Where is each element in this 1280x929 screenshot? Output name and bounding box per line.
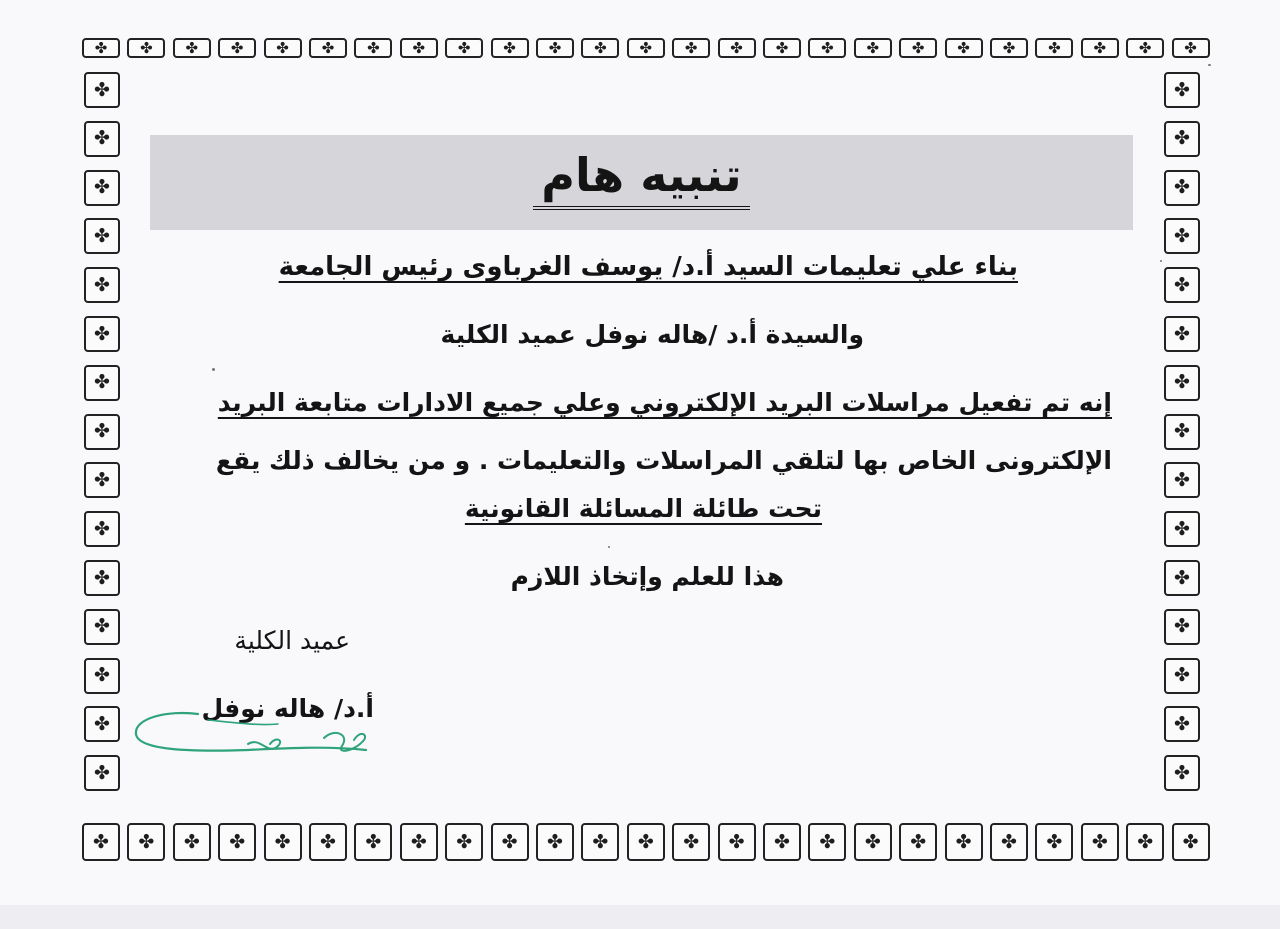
clover-ornament-icon: ✤ [503,38,516,57]
border-tile [1164,706,1200,742]
clover-ornament-icon: ✤ [1174,127,1190,150]
border-tile [808,38,846,58]
clover-ornament-icon: ✤ [1174,615,1190,638]
border-tile [309,38,347,58]
clover-ornament-icon: ✤ [183,830,200,853]
border-tile [84,72,120,108]
clover-ornament-icon: ✤ [94,664,110,687]
scan-speck [608,546,610,548]
border-tile [218,38,256,58]
clover-ornament-icon: ✤ [94,712,110,735]
clover-ornament-icon: ✤ [457,38,471,57]
clover-ornament-icon: ✤ [1174,176,1190,199]
border-tile [264,823,302,861]
clover-ornament-icon: ✤ [957,38,970,57]
signoff-title: عميد الكلية [234,626,350,655]
border-tile [1164,365,1200,401]
border-tile [84,414,120,450]
notice-title: تنبيه هام [150,148,1133,202]
border-tile [127,38,165,58]
border-tile [84,706,120,742]
clover-ornament-icon: ✤ [1174,273,1190,296]
clover-ornament-icon: ✤ [276,38,289,57]
border-tile [127,823,165,861]
notice-line-legal: تحت طائلة المسائلة القانونية [464,494,822,523]
clover-ornament-icon: ✤ [864,830,881,853]
border-tile [718,823,756,861]
clover-ornament-icon: ✤ [1174,517,1190,540]
border-tile [84,365,120,401]
border-tile [945,38,983,58]
clover-ornament-icon: ✤ [1174,664,1190,687]
clover-ornament-icon: ✤ [94,78,110,101]
clover-ornament-icon: ✤ [140,38,153,57]
notice-line-followup: الإلكترونى الخاص بها لتلقي المراسلات والتعليمات . و من يخالف ذلك يقع [215,446,1112,475]
clover-ornament-icon: ✤ [1046,830,1063,853]
border-tile [899,823,937,861]
border-tile [536,38,574,58]
clover-ornament-icon: ✤ [592,830,609,853]
clover-ornament-icon: ✤ [94,761,110,784]
border-tile [264,38,302,58]
border-tile [899,38,937,58]
border-tile [1164,218,1200,254]
border-tile [536,823,574,861]
clover-ornament-icon: ✤ [1091,830,1108,853]
border-tile [627,38,665,58]
clover-ornament-icon: ✤ [94,224,110,247]
clover-ornament-icon: ✤ [230,38,244,57]
border-tile [84,316,120,352]
clover-ornament-icon: ✤ [547,830,563,853]
border-tile [1164,121,1200,157]
scan-speck [1160,260,1162,262]
notice-line-closing: هذا للعلم وإتخاذ اللازم [510,562,784,591]
clover-ornament-icon: ✤ [93,830,109,853]
clover-ornament-icon: ✤ [185,38,199,57]
border-tile [763,38,801,58]
clover-ornament-icon: ✤ [1174,224,1190,247]
border-tile [1164,316,1200,352]
clover-ornament-icon: ✤ [1138,38,1152,57]
clover-ornament-icon: ✤ [94,127,110,150]
clover-ornament-icon: ✤ [821,38,834,57]
border-tile [400,38,438,58]
clover-ornament-icon: ✤ [1048,38,1061,57]
signoff-name: أ.د/ هاله نوفل [201,694,374,723]
clover-ornament-icon: ✤ [501,830,518,853]
border-tile [84,462,120,498]
border-tile [1126,823,1164,861]
border-tile [763,823,801,861]
clover-ornament-icon: ✤ [94,517,110,540]
border-tile [84,560,120,596]
border-tile [1126,38,1164,58]
border-tile [173,38,211,58]
notice-line-activation: إنه تم تفعيل مراسلات البريد الإلكتروني وعلي جميع الادارات متابعة البريد [217,388,1112,417]
scan-bottom-edge [0,905,1280,929]
clover-ornament-icon: ✤ [866,38,880,57]
border-tile [82,823,120,861]
border-tile [309,823,347,861]
border-tile [84,170,120,206]
border-tile [627,823,665,861]
border-tile [1164,462,1200,498]
border-tile [1164,414,1200,450]
clover-ornament-icon: ✤ [94,322,110,345]
clover-ornament-icon: ✤ [1174,761,1190,784]
border-tile [990,38,1028,58]
scan-speck [1208,64,1211,66]
border-tile [1164,72,1200,108]
border-tile [354,38,392,58]
border-tile [84,121,120,157]
clover-ornament-icon: ✤ [94,176,110,199]
clover-ornament-icon: ✤ [1093,38,1107,57]
border-tile [1164,267,1200,303]
border-tile [173,823,211,861]
border-tile [84,658,120,694]
border-tile [1164,755,1200,791]
border-tile [82,38,120,58]
border-tile [1164,609,1200,645]
border-tile [1172,38,1210,58]
clover-ornament-icon: ✤ [910,830,927,853]
border-tile [808,823,846,861]
clover-ornament-icon: ✤ [1137,830,1154,853]
clover-ornament-icon: ✤ [412,38,426,57]
clover-ornament-icon: ✤ [774,830,790,853]
border-tile [1081,38,1119,58]
border-tile [672,823,710,861]
notice-line-dean: والسيدة أ.د /هاله نوفل عميد الكلية [440,320,864,349]
border-tile [1035,823,1073,861]
clover-ornament-icon: ✤ [94,566,110,589]
clover-ornament-icon: ✤ [683,830,700,853]
clover-ornament-icon: ✤ [94,468,110,491]
border-tile [218,823,256,861]
clover-ornament-icon: ✤ [1002,38,1016,57]
clover-ornament-icon: ✤ [1184,38,1197,57]
border-tile [84,755,120,791]
border-tile [354,823,392,861]
border-tile [1164,511,1200,547]
border-tile [854,823,892,861]
scan-speck [212,368,215,371]
border-tile [1164,658,1200,694]
clover-ornament-icon: ✤ [955,830,972,853]
clover-ornament-icon: ✤ [639,38,653,57]
clover-ornament-icon: ✤ [321,38,335,57]
border-tile [945,823,983,861]
border-tile [854,38,892,58]
clover-ornament-icon: ✤ [819,830,836,853]
border-tile [1164,560,1200,596]
clover-ornament-icon: ✤ [456,830,473,853]
clover-ornament-icon: ✤ [1174,322,1190,345]
clover-ornament-icon: ✤ [274,830,291,853]
clover-ornament-icon: ✤ [1174,566,1190,589]
border-tile [84,218,120,254]
clover-ornament-icon: ✤ [594,38,607,57]
border-tile [400,823,438,861]
border-tile [445,38,483,58]
border-tile [1164,170,1200,206]
border-tile [1172,823,1210,861]
handwritten-signature [128,700,378,770]
border-tile [672,38,710,58]
clover-ornament-icon: ✤ [1174,712,1190,735]
clover-ornament-icon: ✤ [365,830,382,853]
clover-ornament-icon: ✤ [1001,830,1017,853]
clover-ornament-icon: ✤ [94,273,110,296]
clover-ornament-icon: ✤ [94,420,110,443]
clover-ornament-icon: ✤ [138,830,155,853]
clover-ornament-icon: ✤ [775,38,789,57]
clover-ornament-icon: ✤ [728,830,745,853]
clover-ornament-icon: ✤ [94,615,110,638]
clover-ornament-icon: ✤ [684,38,698,57]
border-tile [581,823,619,861]
border-tile [84,267,120,303]
border-tile [718,38,756,58]
clover-ornament-icon: ✤ [1182,830,1199,853]
border-tile [1035,38,1073,58]
clover-ornament-icon: ✤ [229,830,246,853]
clover-ornament-icon: ✤ [94,371,110,394]
clover-ornament-icon: ✤ [1174,468,1190,491]
clover-ornament-icon: ✤ [1174,78,1190,101]
border-tile [84,511,120,547]
border-tile [990,823,1028,861]
border-tile [445,823,483,861]
clover-ornament-icon: ✤ [320,830,336,853]
clover-ornament-icon: ✤ [548,38,562,57]
notice-line-instructions: بناء علي تعليمات السيد أ.د/ يوسف الغرباوى رئيس الجامعة [278,252,1018,282]
border-tile [84,609,120,645]
clover-ornament-icon: ✤ [1174,371,1190,394]
clover-ornament-icon: ✤ [911,38,925,57]
border-tile [1081,823,1119,861]
clover-ornament-icon: ✤ [367,38,380,57]
clover-ornament-icon: ✤ [730,38,743,57]
border-tile [581,38,619,58]
border-tile [491,823,529,861]
border-tile [491,38,529,58]
clover-ornament-icon: ✤ [410,830,427,853]
clover-ornament-icon: ✤ [1174,420,1190,443]
clover-ornament-icon: ✤ [637,830,654,853]
clover-ornament-icon: ✤ [94,38,108,57]
